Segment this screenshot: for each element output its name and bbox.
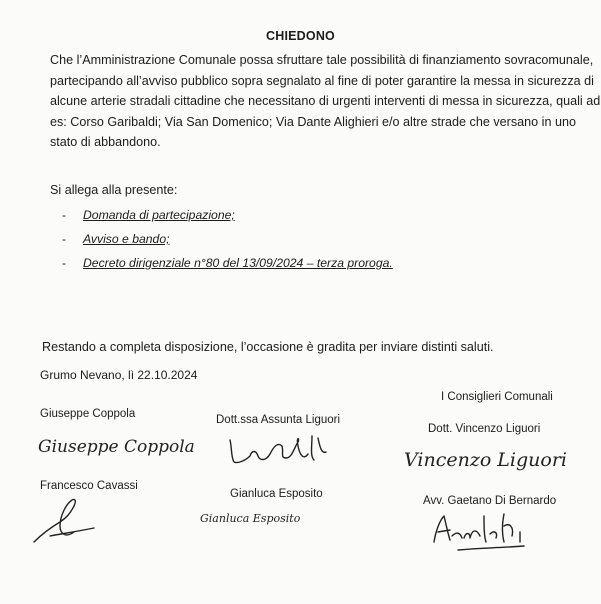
signatory-name-di-bernardo: Avv. Gaetano Di Bernardo (423, 495, 557, 507)
handwriting-esposito: Gianluca Esposito (200, 512, 301, 525)
attachment-item (62, 256, 393, 280)
list-dash: - (62, 232, 67, 246)
list-dash: - (62, 208, 67, 222)
closing-line: Restando a completa disposizione, l’occasione è gradita per inviare distinti saluti. (42, 340, 494, 354)
signature-liguori-assunta (226, 428, 336, 470)
section-heading: CHIEDONO (266, 29, 335, 43)
handwriting-liguori-vincenzo: Vincenzo Liguori (404, 449, 568, 471)
signature-esposito (196, 502, 346, 532)
signature-cavassi (30, 492, 100, 548)
handwriting-coppola: Giuseppe Coppola (38, 437, 195, 457)
signatory-name-liguori-assunta: Dott.ssa Assunta Liguori (216, 414, 341, 426)
request-paragraph (50, 50, 601, 153)
attachment-label: Decreto dirigenziale n°80 del 13/09/2024 – terza proroga. (83, 256, 393, 270)
group-heading: I Consiglieri Comunali (441, 391, 553, 403)
paragraph-line: partecipando all’avviso pubblico sopra segnalato al fine di poter garantire la messa in sicurezza di (50, 73, 594, 88)
place-date: Grumo Nevano, lì 22.10.2024 (40, 368, 198, 382)
signature-liguori-vincenzo (400, 432, 580, 482)
signature-coppola (36, 418, 195, 466)
paragraph-line: es: Corso Garibaldi; Via San Domenico; Via Dante Alighieri e/o altre strade che versano in uno (50, 114, 576, 129)
signature-di-bernardo (428, 506, 538, 556)
attachments-intro: Si allega alla presente: (50, 183, 178, 197)
paragraph-line: alcune arterie stradali cittadine che necessitano di urgenti interventi di messa in sicurezza, quali ad (50, 94, 601, 108)
attachment-label: Domanda di partecipazione; (83, 208, 235, 222)
signatory-name-coppola: Giuseppe Coppola (40, 408, 136, 420)
list-dash: - (62, 256, 67, 270)
paragraph-line: stato di abbandono. (50, 135, 161, 149)
signatory-name-cavassi: Francesco Cavassi (40, 480, 138, 492)
signatory-name-esposito: Gianluca Esposito (230, 488, 323, 500)
paragraph-line: Che l’Amministrazione Comunale possa sfruttare tale possibilità di finanziamento sovracomunale, (50, 53, 594, 67)
attachments-list (62, 208, 393, 280)
attachment-item (62, 232, 393, 256)
signatory-name-liguori-vincenzo: Dott. Vincenzo Liguori (428, 423, 541, 435)
attachment-item (62, 208, 393, 232)
attachment-label: Avviso e bando; (83, 232, 170, 246)
